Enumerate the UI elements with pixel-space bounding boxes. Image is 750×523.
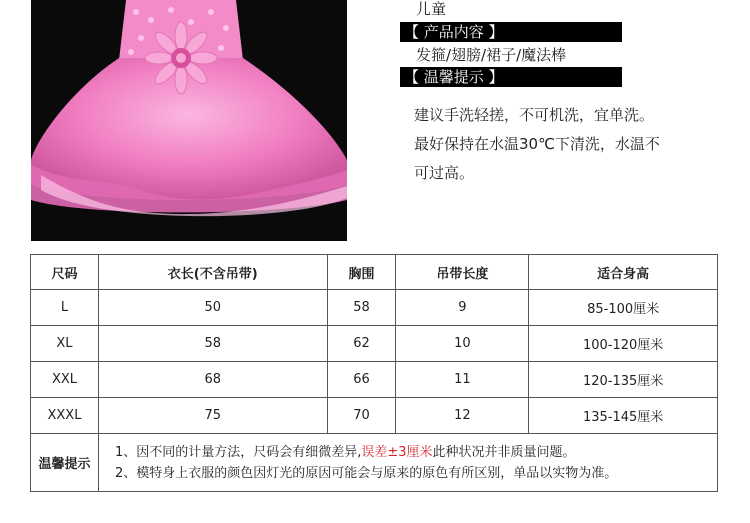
cell-chest: 62 [327, 326, 396, 362]
header-chest: 胸围 [327, 255, 396, 290]
contents-section-title: 【 产品内容 】 [400, 22, 622, 42]
size-table [30, 254, 718, 492]
pink-dress-illustration [31, 0, 347, 241]
cell-strap: 10 [396, 326, 529, 362]
note-line-2: 2、模特身上衣服的颜色因灯光的原因可能会与原来的原色有所区别，单品以实物为准。 [114, 465, 618, 481]
header-length: 衣长(不含吊带) [98, 255, 327, 290]
cell-length: 50 [98, 290, 327, 326]
cell-chest: 70 [327, 398, 396, 434]
table-row [31, 362, 718, 398]
cell-size: L [31, 290, 99, 326]
header-height: 适合身高 [529, 255, 718, 290]
table-row [31, 290, 718, 326]
note-text: 此种状况并非质量问题。 [432, 444, 576, 460]
age-text: 儿童 [416, 0, 447, 18]
care-section-title: 【 温馨提示 】 [400, 67, 622, 87]
note-text: 1、因不同的计量方法，尺码会有细微差异, [114, 444, 362, 460]
table-row [31, 398, 718, 434]
cell-length: 68 [98, 362, 327, 398]
cell-chest: 66 [327, 362, 396, 398]
cell-length: 75 [98, 398, 327, 434]
notes-row [31, 434, 718, 492]
cell-height: 135-145厘米 [529, 398, 718, 434]
cell-height: 100-120厘米 [529, 326, 718, 362]
cell-strap: 11 [396, 362, 529, 398]
care-instructions [414, 101, 704, 188]
contents-text: 发箍/翅膀/裙子/魔法棒 [416, 46, 567, 64]
cell-size: XL [31, 326, 99, 362]
cell-height: 85-100厘米 [529, 290, 718, 326]
cell-strap: 12 [396, 398, 529, 434]
notes-label: 温馨提示 [31, 434, 99, 492]
header-strap: 吊带长度 [396, 255, 529, 290]
cell-length: 58 [98, 326, 327, 362]
table-header-row [31, 255, 718, 290]
flower-ornament [145, 22, 217, 94]
cell-chest: 58 [327, 290, 396, 326]
table-row [31, 326, 718, 362]
cell-size: XXXL [31, 398, 99, 434]
cell-strap: 9 [396, 290, 529, 326]
header-size: 尺码 [31, 255, 99, 290]
cell-height: 120-135厘米 [529, 362, 718, 398]
care-line: 最好保持在水温30℃下清洗，水温不 [414, 135, 660, 153]
notes-text [98, 434, 717, 492]
cell-size: XXL [31, 362, 99, 398]
product-photo [31, 0, 347, 241]
care-line: 可过高。 [414, 164, 475, 182]
note-line-1 [115, 442, 717, 463]
note-error-highlight: 误差±3厘米 [361, 444, 433, 460]
care-line: 建议手洗轻搓，不可机洗，宜单洗。 [414, 106, 655, 124]
